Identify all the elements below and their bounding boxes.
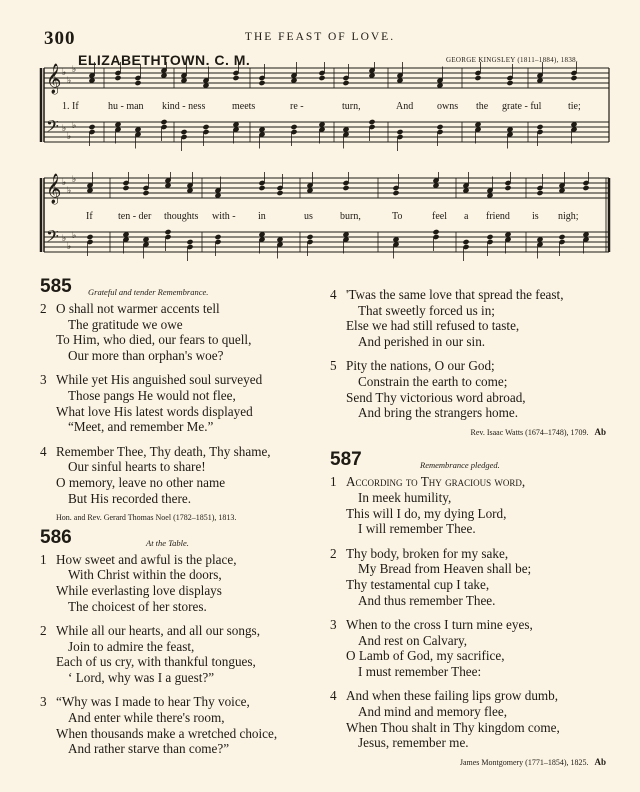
note-head (203, 83, 209, 88)
note-head (259, 80, 265, 85)
verse-line: What love His latest words displayed (56, 403, 253, 419)
note-head (433, 229, 439, 234)
note-head (505, 185, 511, 190)
hymn-number: 585 (40, 276, 72, 297)
note-head (571, 75, 577, 80)
verse-line: I must remember Thee: (358, 663, 482, 679)
lyric-syllable: friend (486, 211, 510, 222)
note-head (571, 122, 577, 127)
hymn-number: 586 (40, 526, 72, 548)
verse-line: And bring the strangers home. (358, 405, 519, 421)
hymn-subtitle: Remembrance pledged. (420, 460, 500, 471)
stanza (330, 474, 612, 536)
stanza (330, 358, 612, 420)
svg-text:♭: ♭ (72, 64, 77, 74)
note-head (181, 129, 187, 134)
note-head (487, 193, 493, 198)
note-head (123, 232, 129, 237)
verse-line: Send Thy victorious word abroad, (346, 389, 526, 405)
attribution-mark: Ab (594, 426, 606, 437)
stanza (330, 617, 612, 679)
note-head (307, 234, 313, 239)
note-head (397, 129, 403, 134)
note-head (583, 185, 589, 190)
note-head (291, 78, 297, 83)
note-head (537, 190, 543, 195)
note-head (89, 124, 95, 129)
note-head (559, 188, 565, 193)
verse-line: And rest on Calvary, (358, 632, 468, 648)
hymn-587-header (330, 449, 612, 474)
verse-number: 4 (40, 443, 47, 459)
verse-number: 2 (330, 545, 337, 561)
note-head (87, 234, 93, 239)
note-head (343, 80, 349, 85)
note-head (259, 185, 265, 190)
right-column (330, 287, 612, 778)
lyric-syllable: meets (232, 101, 256, 112)
svg-text:𝄞: 𝄞 (46, 174, 62, 204)
verse-line: And enter while there's room, (68, 710, 225, 726)
svg-text:𝄢: 𝄢 (46, 226, 59, 250)
note-head (165, 183, 171, 188)
note-head (437, 83, 443, 88)
verse-number: 3 (330, 617, 337, 633)
verse-line: Our sinful hearts to share! (68, 459, 206, 475)
note-head (319, 122, 325, 127)
verse-line: How sweet and awful is the place, (56, 551, 237, 567)
note-head (123, 185, 129, 190)
verse-line: Join to admire the feast, (68, 638, 195, 654)
note-head (165, 229, 171, 234)
tune-name: ELIZABETHTOWN. C. M. (78, 52, 251, 68)
note-head (259, 127, 265, 132)
verse-line: My Bread from Heaven shall be; (358, 561, 532, 577)
note-head (437, 124, 443, 129)
lyric-syllable: And (396, 101, 414, 112)
hymn-number: 587 (330, 449, 362, 471)
note-head (181, 78, 187, 83)
stanza (330, 287, 612, 349)
svg-text:♭: ♭ (62, 177, 67, 187)
verse-line: ‘ Lord, why was I a guest?” (68, 669, 215, 685)
note-head (187, 239, 193, 244)
verse-line: Thy body, broken for my sake, (346, 545, 509, 561)
lyric-syllable: us (304, 211, 313, 222)
note-head (115, 122, 121, 127)
lyric-syllable: nigh; (558, 211, 579, 222)
stanza (40, 623, 330, 685)
verse-number: 4 (330, 287, 337, 302)
note-head (463, 239, 469, 244)
lyric-syllable: the (476, 101, 489, 112)
note-head (537, 237, 543, 242)
verse-line: Those pangs He would not flee, (68, 387, 236, 403)
stanza (40, 301, 330, 363)
note-head (215, 234, 221, 239)
svg-text:♭: ♭ (72, 174, 77, 184)
stanza (40, 444, 330, 506)
note-head (115, 75, 121, 80)
stanza (40, 694, 330, 756)
verse-number: 5 (330, 358, 337, 374)
verse-line: And thus remember Thee. (358, 592, 496, 608)
lyric-syllable: in (258, 211, 266, 222)
note-head (505, 232, 511, 237)
svg-text:𝄢: 𝄢 (46, 116, 59, 140)
note-head (89, 78, 95, 83)
note-head (475, 122, 481, 127)
note-head (507, 80, 513, 85)
note-head (277, 190, 283, 195)
verse-line: This will I do, my dying Lord, (346, 505, 507, 521)
stanza (40, 552, 330, 614)
verse-line: And perished in our sin. (358, 333, 486, 349)
lyrics-system-1 (0, 101, 640, 115)
verse-line: And rather starve than come?” (68, 741, 230, 757)
verse-line: Thy testamental cup I take, (346, 576, 490, 592)
lyric-syllable: a (464, 211, 469, 222)
note-head (537, 78, 543, 83)
lyric-syllable: grate - ful (502, 101, 542, 112)
note-head (143, 190, 149, 195)
svg-text:♭: ♭ (67, 185, 72, 195)
verse-line: According to Thy gracious word, (346, 474, 526, 490)
stanza (330, 546, 612, 608)
stanza (330, 688, 612, 750)
verse-number: 1 (330, 474, 337, 490)
lyric-syllable: re - (290, 101, 304, 112)
note-head (393, 190, 399, 195)
note-head (135, 80, 141, 85)
note-head (487, 234, 493, 239)
lyric-syllable: ten - der (118, 211, 152, 222)
svg-text:♭: ♭ (72, 120, 77, 130)
verse-line: To Him, who died, our fears to quell, (56, 332, 252, 348)
verse-line: In meek humility, (358, 489, 452, 505)
note-head (161, 119, 167, 124)
verse-number: 3 (40, 372, 47, 388)
verse-line: Constrain the earth to come; (358, 373, 508, 389)
verse-line: But His recorded there. (68, 490, 192, 506)
hymn-attribution: James Montgomery (1771–1854), 1825. Ab (459, 756, 606, 767)
verse-line: That sweetly forced us in; (358, 302, 495, 318)
hymn-attribution: Hon. and Rev. Gerard Thomas Noel (1782–1851), 1813. (56, 513, 237, 523)
lyric-syllable: hu - man (108, 101, 144, 112)
note-head (537, 124, 543, 129)
note-head (143, 237, 149, 242)
verse-line: While everlasting love displays (56, 582, 222, 598)
lyric-syllable: tie; (568, 101, 581, 112)
attribution-mark: Ab (594, 756, 606, 767)
verse-number: 3 (40, 694, 47, 710)
note-head (87, 188, 93, 193)
verse-line: Pity the nations, O our God; (346, 358, 495, 374)
note-head (369, 73, 375, 78)
note-head (559, 234, 565, 239)
verse-line: When to the cross I turn mine eyes, (346, 617, 533, 633)
tune-composer: GEORGE KINGSLEY (1811–1884), 1838. (446, 56, 578, 64)
note-head (135, 127, 141, 132)
note-head (475, 75, 481, 80)
svg-text:♭: ♭ (72, 230, 77, 240)
note-head (291, 124, 297, 129)
running-title: THE FEAST OF LOVE. (244, 31, 396, 43)
lyrics-system-2 (0, 211, 640, 225)
note-head (433, 183, 439, 188)
verse-line: 'Twas the same love that spread the feast, (346, 287, 564, 302)
note-head (343, 127, 349, 132)
verse-line: O shall not warmer accents tell (56, 301, 220, 316)
verse-line: With Christ within the doors, (68, 567, 222, 583)
page-number: 300 (44, 28, 76, 49)
note-head (259, 232, 265, 237)
svg-text:♭: ♭ (62, 123, 67, 133)
verse-line: “Why was I made to hear Thy voice, (56, 694, 250, 710)
lyric-syllable: If (86, 211, 93, 222)
left-column (40, 276, 330, 766)
verse-line: O memory, leave no other name (56, 474, 226, 490)
note-head (233, 122, 239, 127)
verse-number: 2 (40, 301, 47, 316)
hymn-attribution: Rev. Isaac Watts (1674–1748), 1709. Ab (470, 426, 606, 437)
svg-text:♭: ♭ (67, 241, 72, 251)
lyric-syllable: is (532, 211, 539, 222)
note-head (203, 124, 209, 129)
hymn-586-header (40, 526, 330, 552)
lyric-syllable: burn, (340, 211, 361, 222)
lyric-syllable: To (392, 211, 403, 222)
note-head (369, 119, 375, 124)
verse-line: Our more than orphan's woe? (68, 347, 224, 363)
verse-line: Else we had still refused to taste, (346, 318, 520, 334)
verse-line: When Thou shalt in Thy kingdom come, (346, 719, 560, 735)
lyric-syllable: 1. If (62, 101, 79, 112)
svg-text:𝄞: 𝄞 (46, 64, 62, 94)
note-head (397, 78, 403, 83)
note-head (215, 193, 221, 198)
verse-line: Remember Thee, Thy death, Thy shame, (56, 443, 271, 459)
lyric-syllable: feel (432, 211, 447, 222)
verse-line: “Meet, and remember Me.” (68, 419, 214, 435)
verse-line: While all our hearts, and all our songs, (56, 623, 260, 639)
lyric-syllable: turn, (342, 101, 361, 112)
note-head (319, 75, 325, 80)
verse-line: Each of us cry, with thankful tongues, (56, 654, 256, 670)
note-head (393, 237, 399, 242)
verse-number: 1 (40, 551, 47, 567)
svg-text:♭: ♭ (62, 233, 67, 243)
verse-line: The gratitude we owe (68, 316, 183, 332)
hymn-subtitle: At the Table. (146, 537, 189, 548)
lyric-syllable: thoughts (164, 211, 199, 222)
note-head (507, 127, 513, 132)
verse-number: 2 (40, 623, 47, 639)
note-head (233, 75, 239, 80)
verse-number: 4 (330, 688, 337, 704)
hymn-subtitle: Grateful and tender Remembrance. (88, 287, 209, 297)
stanza (40, 372, 330, 434)
lyric-syllable: owns (437, 101, 459, 112)
svg-text:♭: ♭ (67, 75, 72, 85)
note-head (307, 188, 313, 193)
hymn-585-header (40, 276, 330, 301)
svg-text:♭: ♭ (67, 131, 72, 141)
verse-line: The choicest of her stores. (68, 598, 207, 614)
note-head (463, 188, 469, 193)
note-head (343, 185, 349, 190)
note-head (343, 232, 349, 237)
verse-line: And mind and memory flee, (358, 704, 508, 720)
note-head (187, 188, 193, 193)
verse-line: When thousands make a wretched choice, (56, 725, 278, 741)
verse-line: While yet His anguished soul surveyed (56, 372, 263, 388)
verse-line: O Lamb of God, my sacrifice, (346, 648, 505, 664)
note-head (277, 237, 283, 242)
svg-text:♭: ♭ (62, 67, 67, 77)
verse-line: And when these failing lips grow dumb, (346, 688, 559, 704)
verse-line: I will remember Thee. (358, 521, 476, 537)
note-head (161, 73, 167, 78)
lyric-syllable: kind - ness (162, 101, 206, 112)
verse-line: Jesus, remember me. (358, 735, 469, 751)
note-head (583, 232, 589, 237)
lyric-syllable: with - (212, 211, 236, 222)
